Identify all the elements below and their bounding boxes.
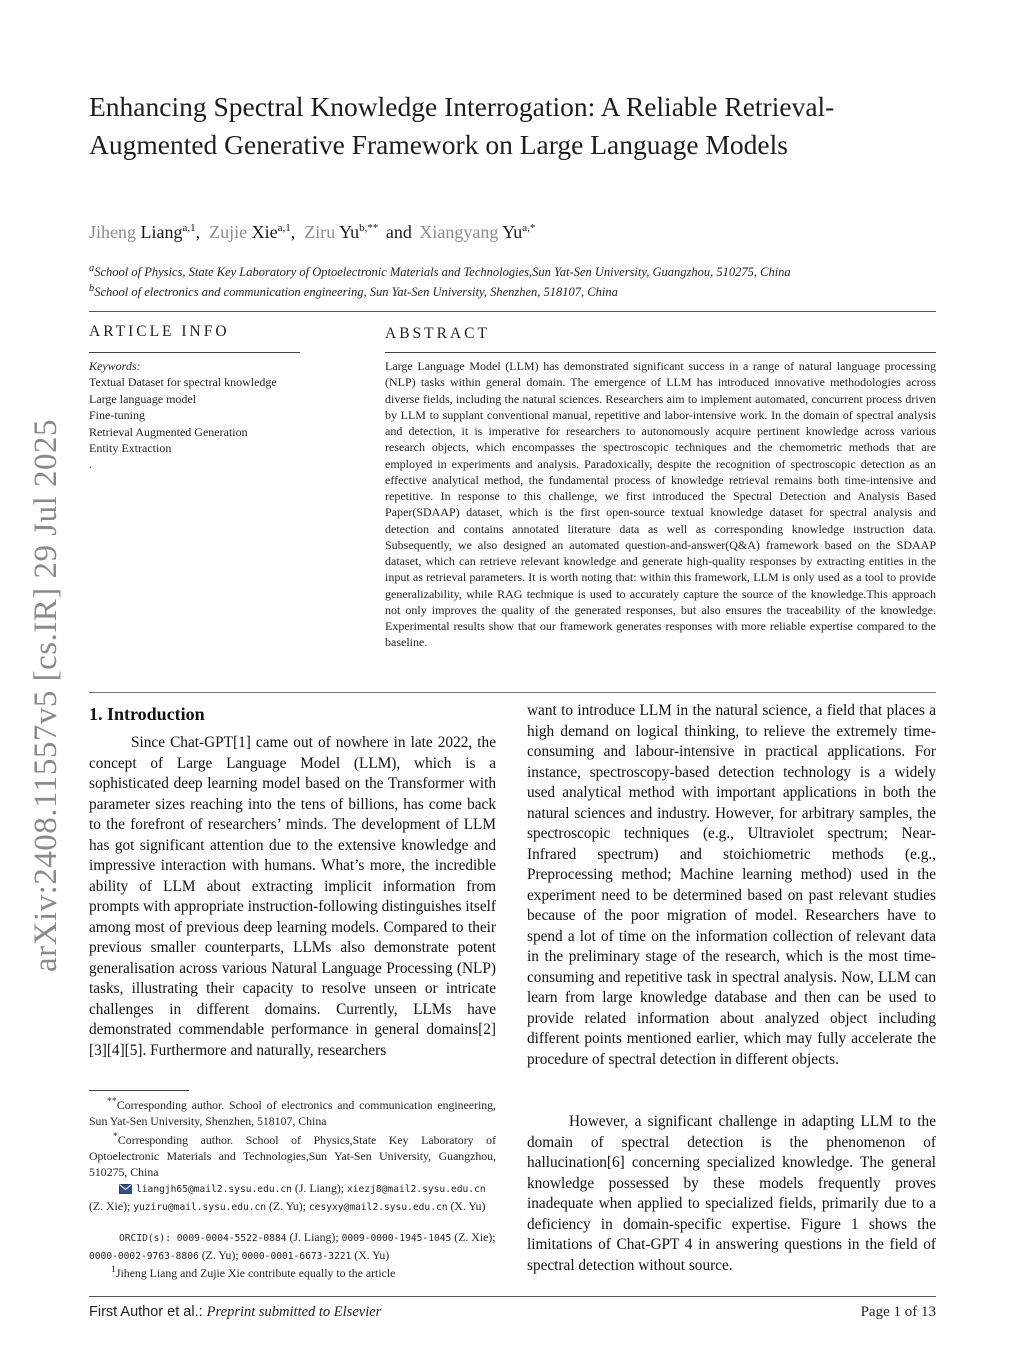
footnote-mark: * bbox=[113, 1131, 118, 1142]
affiliation-mark: b bbox=[89, 283, 95, 294]
abstract-heading: ABSTRACT bbox=[385, 325, 490, 342]
orcid-owner: (Z. Yu); bbox=[198, 1248, 242, 1262]
divider bbox=[89, 352, 300, 353]
author-last-name: Yu bbox=[502, 222, 523, 242]
body-paragraph: However, a significant challenge in adapting LLM to the domain of spectral detection is the phenomenon of hallucination[6] concerning specialized knowledge. The general knowledge possessed by these models frequently proves inadequate when applied to specialized fields, primarily due to a deficiency in domain-specific expertise. Figure 1 shows the limitations of Chat-GPT 4 in answering questions in the field of spectral detection without source. bbox=[527, 1113, 936, 1274]
author-last-name: Liang bbox=[140, 222, 183, 242]
footnote-corresponding-b bbox=[89, 1094, 496, 1129]
footnote-mark: 1 bbox=[111, 1264, 116, 1275]
footnote-mark: ** bbox=[107, 1096, 117, 1107]
author-first-name: Ziru bbox=[304, 222, 336, 242]
email-link[interactable]: yuziru@mail.sysu.edu.cn bbox=[133, 1202, 267, 1213]
email-link[interactable]: liangjh65@mail2.sysu.edu.cn bbox=[136, 1184, 292, 1195]
author-3 bbox=[304, 222, 378, 242]
keywords-label: Keywords: bbox=[89, 359, 141, 373]
email-link[interactable]: cesyxy@mail2.sysu.edu.cn bbox=[308, 1202, 448, 1213]
keyword-item: Retrieval Augmented Generation bbox=[89, 424, 248, 439]
orcid-link[interactable]: 0009-0004-5522-0884 bbox=[176, 1233, 287, 1244]
footer-venue: Preprint submitted to Elsevier bbox=[206, 1304, 382, 1320]
orcid-owner: (X. Yu) bbox=[351, 1248, 390, 1262]
author-last-name: Yu bbox=[339, 222, 360, 242]
divider bbox=[89, 311, 936, 312]
keyword-item: Textual Dataset for spectral knowledge bbox=[89, 375, 277, 390]
email-owner: (X. Yu) bbox=[447, 1199, 486, 1213]
footnote-text: Corresponding author. School of Physics,State Key Laboratory of Optoelectronic Materials and Technologies,Sun Yat-Sen University, Guangzhou, 510275, China bbox=[89, 1132, 496, 1179]
footnote-corresponding-a bbox=[89, 1129, 496, 1180]
keyword-item: . bbox=[89, 457, 92, 472]
email-owner: (J. Liang); bbox=[291, 1181, 347, 1195]
author-first-name: Xiangyang bbox=[419, 222, 499, 242]
author-affiliation-mark: a,* bbox=[522, 222, 536, 234]
author-affiliation-mark: a,1 bbox=[182, 222, 196, 234]
author-first-name: Zujie bbox=[209, 222, 248, 242]
author-4 bbox=[419, 222, 535, 242]
section-heading: 1. Introduction bbox=[89, 704, 205, 724]
abstract-body: Large Language Model (LLM) has demonstrated significant success in a range of natural language processing (NLP) tasks within general domain. The emergence of LLM has introduced innovative methodologies across diverse fields, including the natural sciences. Researchers aim to implement automated, concurrent process driven by LLM to supplant conventional manual, repetitive and labor-intensive work. In the domain of spectral analysis and detection, it is imperative for researchers to autonomously acquire pertinent knowledge across various research objects, which encompasses the spectroscopic techniques and the chemometric methods that are employed in experiments and analysis. Paradoxically, despite the recognition of spectroscopic detection as an effective analytical method, the fundamental process of knowledge retrieval remains both time-intensive and repetitive. In response to this challenge, we first introduced the Spectral Detection and Analysis Based Paper(SDAAP) dataset, which is the first open-source textual knowledge dataset for spectral analysis and detection and contains annotated literature data as well as corresponding knowledge instruction data. Subsequently, we also designed an automated question-and-answer(Q&A) framework based on the SDAAP dataset, which can retrieve relevant knowledge and generate high-quality responses by extracting entities in the input as retrieval parameters. It is worth noting that: within this framework, LLM is only used as a tool to provide generalizability, while RAG technique is used to accurately capture the source of the knowledge.This approach not only improves the quality of the generated responses, but also ensures the traceability of the knowledge. Experimental results show that our framework generates responses with more reliable expertise compared to the baseline. bbox=[385, 359, 936, 650]
affiliation-text: School of Physics, State Key Laboratory of Optoelectronic Materials and Technologies,Sun Yat-Sen University, Guangzhou, 510275, China bbox=[94, 265, 791, 280]
email-owner: (Z. Xie); bbox=[89, 1199, 134, 1213]
body-paragraph: want to introduce LLM in the natural science, a field that places a high demand on logical thinking, to relieve the extremely time-consuming and labour-intensive in practical applications. For instance, spectroscopy-based detection technology is a widely used analytical method with important applications in both the natural sciences and industry. However, for arbitrary samples, the spectroscopic techniques (e.g., Ultraviolet spectrum; Near-Infrared spectrum) and stoichiometric methods (e.g., Preprocessing method; Machine learning method) used in the experiment need to be determined based on past relevant studies because of the poor migration of model. Researchers have to spend a lot of time on the information collection of relevant data in the preliminary stage of the research, which is the most time-consuming and repetitive task in spectral analysis. Now, LLM can learn from large knowledge database and then can be used to provide related information about analyzed object including different points mentioned earlier, which may fully accelerate the procedure of spectral detection in different objects. bbox=[527, 702, 936, 1068]
author-2 bbox=[209, 222, 291, 242]
orcid-label: ORCID(s): bbox=[119, 1233, 177, 1244]
arxiv-identifier: arXiv:2408.11557v5 [cs.IR] 29 Jul 2025 bbox=[28, 418, 64, 972]
author-first-name: Jiheng bbox=[89, 222, 136, 242]
footer-divider bbox=[89, 1296, 936, 1297]
footnote-orcids bbox=[89, 1229, 496, 1265]
orcid-owner: (Z. Xie); bbox=[451, 1230, 496, 1244]
paper-title: Enhancing Spectral Knowledge Interrogation: A Reliable Retrieval-Augmented Generative Framework on Large Language Models bbox=[89, 91, 835, 160]
keyword-item: Large language model bbox=[89, 391, 197, 406]
author-affiliation-mark: b,** bbox=[359, 222, 379, 234]
keyword-item: Fine-tuning bbox=[89, 408, 145, 423]
author-1 bbox=[89, 222, 196, 242]
affiliation-mark: a bbox=[89, 263, 95, 274]
body-paragraph: Since Chat-GPT[1] came out of nowhere in late 2022, the concept of Large Language Model (LLM), which is a sophisticated deep learning model based on the Transformer with parameter sizes reaching into the tens of billions, has come back to the forefront of researchers’ minds. The development of LLM has got significant attention due to the extensive knowledge and impressive interaction with humans. What’s more, the incredible ability of LLM about extracting implicit information from prompts with appropriate instruction-following distinguishes itself among most of previous deep learning models. Compared to their previous smaller counterparts, LLMs also demonstrate potent generalisation across various Natural Language Processing (NLP) tasks, illustrating their capacity to resolve unseen or intricate challenges in different domains. Currently, LLMs have demonstrated commendable performance in general domains[2][3][4][5]. Furthermore and naturally, researchers bbox=[89, 734, 496, 1059]
orcid-owner: (J. Liang); bbox=[286, 1230, 342, 1244]
keyword-item: Entity Extraction bbox=[89, 441, 172, 456]
author-affiliation-mark: a,1 bbox=[277, 222, 291, 234]
author-list: Jiheng Liang$^{a,1}$, Zujie Xie$^{a,1}$, Ziru Yu$^{b,**}$ and Xiangyang Yu$^{a,*}$ bbox=[89, 222, 536, 242]
running-footer bbox=[89, 1304, 381, 1321]
orcid-link[interactable]: 0009-0000-1945-1045 bbox=[341, 1233, 452, 1244]
footnote-text: Jiheng Liang and Zujie Xie contribute equally to the article bbox=[115, 1265, 396, 1280]
email-owner: (Z. Yu); bbox=[266, 1199, 309, 1213]
email-link[interactable]: xiezj8@mail2.sysu.edu.cn bbox=[347, 1184, 486, 1195]
author-conjunction: and bbox=[385, 222, 412, 242]
email-icon bbox=[119, 1184, 132, 1194]
affiliation-b bbox=[89, 281, 949, 300]
page-number: Page 1 of 13 bbox=[860, 1304, 936, 1320]
author-last-name: Xie bbox=[251, 222, 278, 242]
footer-author: First Author et al.: bbox=[89, 1304, 207, 1320]
footnote-equal-contribution bbox=[89, 1262, 496, 1281]
divider bbox=[89, 692, 936, 693]
affiliation-text: School of electronics and communication engineering, Sun Yat-Sen University, Shenzhen, 518107, China bbox=[94, 285, 618, 300]
article-info-heading: ARTICLE INFO bbox=[89, 323, 230, 340]
affiliation-a bbox=[89, 261, 949, 280]
footnote-text: Corresponding author. School of electronics and communication engineering, Sun Yat-Sen University, Shenzhen, 518107, China bbox=[89, 1097, 496, 1128]
keywords-block bbox=[89, 358, 304, 473]
footnote-divider bbox=[89, 1090, 189, 1091]
divider bbox=[385, 352, 936, 353]
footnote-emails bbox=[89, 1180, 496, 1216]
orcid-link[interactable]: 0000-0001-6673-3221 bbox=[241, 1251, 352, 1262]
orcid-link[interactable]: 0000-0002-9763-8806 bbox=[89, 1251, 199, 1262]
